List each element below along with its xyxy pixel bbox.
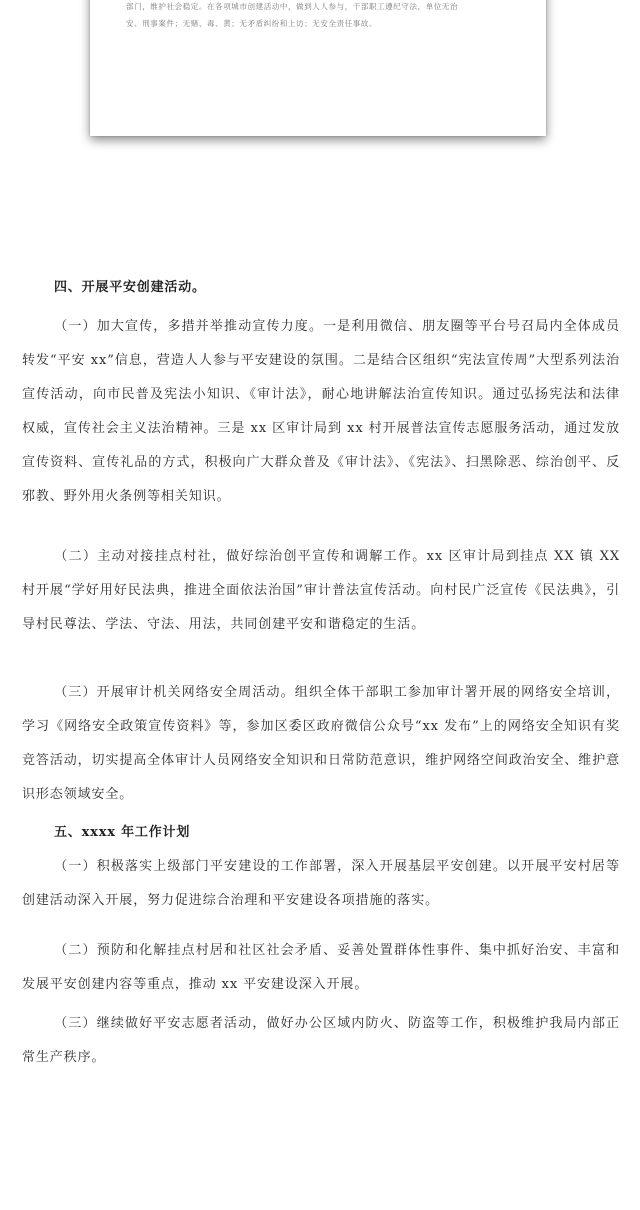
scanned-page-text: [126, 0, 516, 32]
scanned-line-1: 部门，维护社会稳定。在各项城市创建活动中，做到人人参与，干部职工遵纪守法，单位无治: [126, 2, 459, 11]
paragraph-text: （一）积极落实上级部门平安建设的工作部署，深入开展基层平安创建。以开展平安村居等创建活动深入开展，努力促进综合治理和平安建设各项措施的落实。: [22, 859, 620, 908]
scanned-page-preview: [90, 0, 546, 136]
paragraph: [22, 850, 620, 918]
paragraph-text: （二）预防和化解挂点村居和社区社会矛盾、妥善处置群体性事件、集中抓好治安、丰富和发展平安创建内容等重点，推动 xx 平安建设深入开展。: [22, 943, 620, 992]
paragraph: [22, 540, 620, 642]
paragraph-text: （三）继续做好平安志愿者活动，做好办公区域内防火、防盗等工作，积极维护我局内部正常生产秩序。: [22, 1016, 620, 1065]
paragraph-text: （三）开展审计机关网络安全周活动。组织全体干部职工参加审计署开展的网络安全培训，学习《网络安全政策宣传资料》等，参加区委区政府微信公众号“xx 发布”上的网络安全知识有奖竞答活动，切实提高全体审计人员网络安全知识和日常防范意识，维护网络空间政治安全、维护意识形态领域安全。: [22, 685, 620, 802]
section-heading-5: 五、xxxx 年工作计划: [54, 825, 191, 840]
scanned-line-2: 安、刑事案件；无赌、毒、黄；无矛盾纠纷和上访；无安全责任事故。: [126, 19, 378, 28]
paragraph: [22, 1007, 620, 1075]
paragraph: [22, 934, 620, 1002]
paragraph-text: （一）加大宣传，多措并举推动宣传力度。一是利用微信、朋友圈等平台号召局内全体成员转发“平安 xx”信息，营造人人参与平安建设的氛围。二是结合区组织“宪法宣传周”大型系列法治宣传活动，向市民普及宪法小知识、《审计法》，耐心地讲解法治宣传知识。通过弘扬宪法和法律权威，宣传社会主义法治精神。三是 xx 区审计局到 xx 村开展普法宣传志愿服务活动，通过发放宣传资料、宣传礼品的方式，积极向广大群众普及《审计法》、《宪法》、扫黑除恶、综治创平、反邪教、野外用火条例等相关知识。: [22, 319, 620, 504]
paragraph-text: （二）主动对接挂点村社，做好综治创平宣传和调解工作。xx 区审计局到挂点 XX 镇 XX 村开展“学好用好民法典，推进全面依法治国”审计普法宣传活动。向村民广泛宣传《民法典》，引导村民尊法、学法、守法、用法，共同创建平安和谐稳定的生活。: [22, 549, 620, 632]
paragraph: [22, 676, 620, 812]
paragraph: [22, 310, 620, 514]
section-heading-4: 四、开展平安创建活动。: [54, 280, 206, 295]
